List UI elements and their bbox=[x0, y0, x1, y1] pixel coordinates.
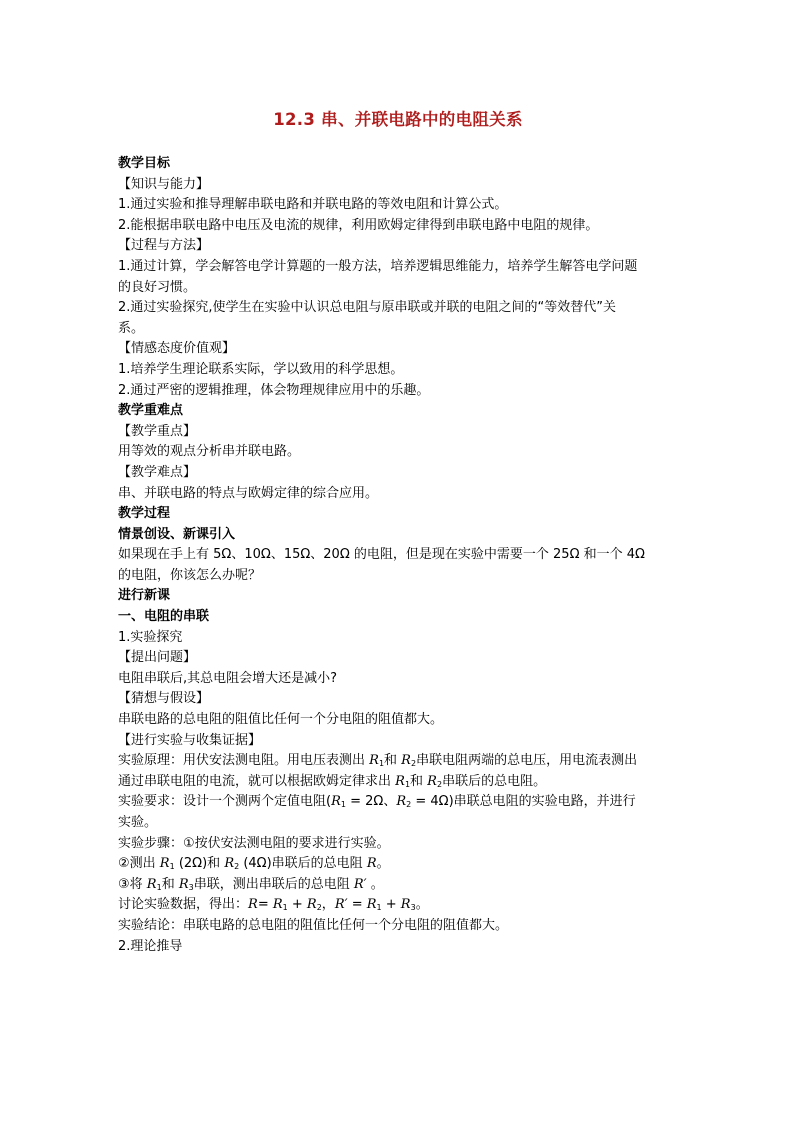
text-fragment: = 2Ω、 bbox=[345, 794, 397, 810]
variable: R′ bbox=[353, 876, 367, 892]
text-fragment: + bbox=[381, 897, 401, 913]
subscript: 3 bbox=[410, 903, 416, 913]
text-fragment: 和 bbox=[410, 773, 428, 789]
text-fragment: 讨论实验数据，得出： bbox=[118, 897, 249, 913]
text-fragment: ②测出 bbox=[118, 856, 160, 872]
section-heading: 教学重难点 bbox=[118, 403, 184, 419]
text-fragment: + bbox=[287, 897, 307, 913]
text-fragment: = bbox=[257, 897, 273, 913]
subscript: 1 bbox=[378, 759, 385, 769]
text-line: 2.通过严密的逻辑推理，体会物理规律应用中的乐趣。 bbox=[118, 382, 430, 398]
variable: R bbox=[178, 876, 189, 892]
section-heading: 教学过程 bbox=[118, 506, 171, 522]
text-line: 实验结论：串联电路的总电阻的阻值比任何一个分电阻的阻值都大。 bbox=[118, 917, 509, 933]
text-fragment: ③将 bbox=[118, 876, 147, 892]
text-line: 【教学重点】 bbox=[118, 423, 197, 439]
text-fragment: 串联电阻两端的总电压，用电流表测出 bbox=[416, 753, 638, 769]
variable: R bbox=[224, 856, 235, 872]
variable: R bbox=[272, 897, 283, 913]
subscript: 2 bbox=[436, 779, 443, 789]
variable: R bbox=[248, 897, 258, 913]
subscript: 1 bbox=[376, 903, 382, 913]
variable: R bbox=[395, 773, 405, 789]
page-title: 12.3 串、并联电路中的电阻关系 bbox=[273, 110, 523, 129]
text-line: 2.通过实验探究,使学生在实验中认识总电阻与原串联或并联的电阻之间的“等效替代”关 bbox=[118, 300, 617, 316]
text-line bbox=[118, 751, 678, 772]
text-line: 1.通过计算，学会解答电学计算题的一般方法，培养逻辑思维能力，培养学生解答电学问题 bbox=[118, 258, 638, 274]
subscript: 1 bbox=[404, 779, 411, 789]
text-line: 的良好习惯。 bbox=[118, 279, 197, 295]
text-fragment: 。 bbox=[415, 897, 429, 913]
text-line: 1.培养学生理论联系实际，学以致用的科学思想。 bbox=[118, 361, 404, 377]
subscript: 2 bbox=[316, 903, 322, 913]
text-fragment: 。 bbox=[376, 856, 390, 872]
text-line: 【进行实验与收集证据】 bbox=[118, 732, 262, 748]
variable: R bbox=[146, 876, 157, 892]
subscript: 1 bbox=[169, 862, 175, 872]
subscript: 1 bbox=[282, 903, 288, 913]
text-fragment: 通过串联电阻的电流，就可以根据欧姆定律求出 bbox=[118, 773, 396, 789]
variable: R bbox=[306, 897, 317, 913]
text-line: 【过程与方法】 bbox=[118, 238, 210, 254]
text-line bbox=[118, 875, 678, 896]
section-heading: 进行新课 bbox=[118, 588, 171, 604]
variable: R bbox=[427, 773, 437, 789]
text-line: 系。 bbox=[118, 320, 145, 336]
subscript: 1 bbox=[340, 800, 346, 810]
text-fragment: 。 bbox=[366, 876, 384, 892]
section-heading: 情景创设、新课引入 bbox=[118, 526, 236, 542]
subscript: 3 bbox=[188, 882, 194, 892]
variable: R bbox=[396, 794, 407, 810]
text-line bbox=[118, 854, 678, 875]
text-fragment: = 4Ω)串联总电阻的实验电路，并进行 bbox=[411, 794, 636, 810]
text-line: 【提出问题】 bbox=[118, 650, 197, 666]
subscript: 2 bbox=[234, 862, 240, 872]
text-line: 2.理论推导 bbox=[118, 938, 183, 954]
variable: R bbox=[366, 897, 377, 913]
text-fragment: 串联后的总电阻。 bbox=[442, 773, 547, 789]
text-line bbox=[118, 792, 678, 813]
variable: R bbox=[400, 897, 411, 913]
variable: R′ bbox=[334, 897, 348, 913]
text-line bbox=[118, 895, 678, 916]
variable: R bbox=[366, 856, 377, 872]
text-line bbox=[118, 772, 678, 793]
text-fragment: 串联，测出串联后的总电阻 bbox=[193, 876, 354, 892]
variable: R bbox=[369, 753, 379, 769]
section-heading: 一、电阻的串联 bbox=[118, 609, 210, 625]
document-page bbox=[118, 106, 678, 957]
subscript: 2 bbox=[406, 800, 412, 810]
text-line: 1.实验探究 bbox=[118, 629, 183, 645]
text-fragment: (4Ω)串联后的总电阻 bbox=[239, 856, 367, 872]
text-line: 1.通过实验和推导理解串联电路和并联电路的等效电阻和计算公式。 bbox=[118, 197, 508, 213]
text-line: 【知识与能力】 bbox=[118, 176, 210, 192]
text-fragment: = bbox=[347, 897, 367, 913]
text-line: 的电阻，你该怎么办呢？ bbox=[118, 567, 262, 583]
subscript: 1 bbox=[156, 882, 162, 892]
text-fragment: 和 bbox=[384, 753, 402, 769]
text-fragment: (2Ω)和 bbox=[174, 856, 225, 872]
variable: R bbox=[331, 794, 341, 810]
document-body bbox=[118, 154, 678, 957]
section-heading: 教学目标 bbox=[118, 156, 171, 171]
text-fragment: 实验原理：用伏安法测电阻。用电压表测出 bbox=[118, 753, 370, 769]
text-line: 电阻串联后,其总电阻会增大还是减小? bbox=[118, 670, 338, 686]
text-line: 串联电路的总电阻的阻值比任何一个分电阻的阻值都大。 bbox=[118, 712, 444, 728]
text-fragment: ， bbox=[321, 897, 335, 913]
text-line: 用等效的观点分析串并联电路。 bbox=[118, 444, 301, 460]
text-line: 实验步骤：①按伏安法测电阻的要求进行实验。 bbox=[118, 835, 390, 851]
variable: R bbox=[159, 856, 170, 872]
text-line: 【猜想与假设】 bbox=[118, 691, 210, 707]
text-line: 串、并联电路的特点与欧姆定律的综合应用。 bbox=[118, 485, 379, 501]
text-fragment: 实验要求：设计一个测两个定值电阻( bbox=[118, 794, 332, 810]
subscript: 2 bbox=[410, 759, 417, 769]
text-line: 实验。 bbox=[118, 815, 158, 830]
variable: R bbox=[401, 753, 411, 769]
text-line: 2.能根据串联电路中电压及电流的规律，利用欧姆定律得到串联电路中电阻的规律。 bbox=[118, 217, 599, 233]
text-fragment: 和 bbox=[161, 876, 179, 892]
text-line: 【教学难点】 bbox=[118, 464, 197, 480]
text-line: 如果现在手上有 5Ω、10Ω、15Ω、20Ω 的电阻，但是现在实验中需要一个 25Ω 和一个 4Ω bbox=[118, 547, 645, 563]
text-line: 【情感态度价值观】 bbox=[118, 341, 236, 357]
